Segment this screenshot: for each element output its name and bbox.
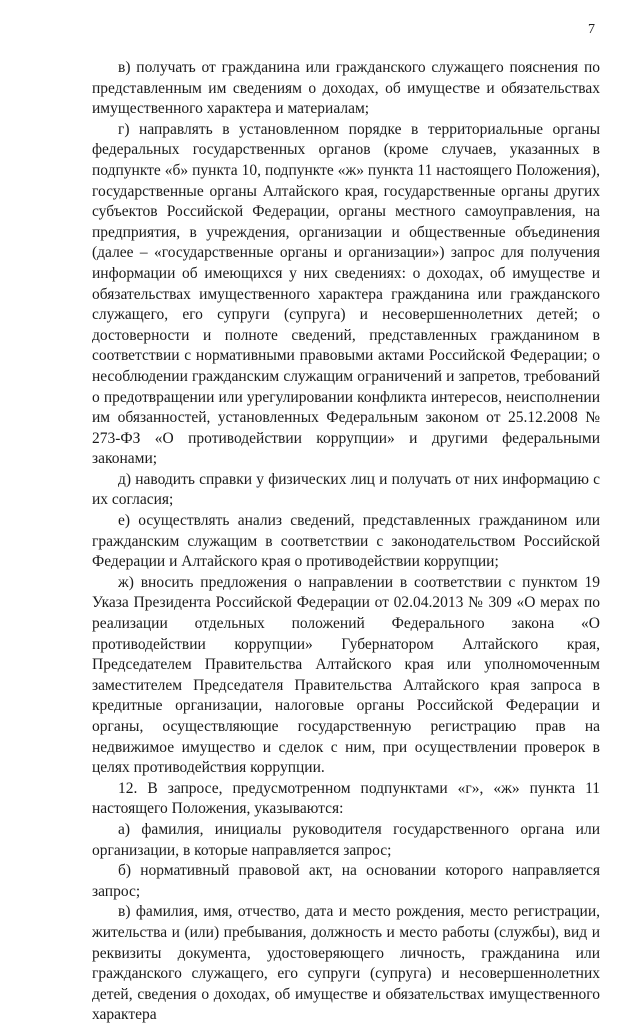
paragraph-v: в) получать от гражданина или гражданского служащего пояснения по представленным им сведениям о доходах, об имуществе и обязательствах имущественного характера и материалам; (92, 59, 600, 118)
paragraph-g: г) направлять в установленном порядке в территориальные органы федеральных государственных органов (кроме случаев, указанных в подпункте «б» пункта 10, подпункте «ж» пункта 11 настоящего Положения), государственные органы Алтайского края, государственные органы других субъектов Российской Федерации, органы местного самоуправления, на предприятия, в учреждения, организации и общественные объединения (далее – «государственные органы и организации») запрос для получения информации об имеющихся у них сведениях: о доходах, об имуществе и обязательствах имущественного характера гражданина или гражданского служащего, его супруги (супруга) и несовершеннолетних детей; о достоверности и полноте сведений, представленных гражданином в соответствии с нормативными правовыми актами Российской Федерации; о несоблюдении гражданским служащим ограничений и запретов, требований о предотвращении или урегулировании конфликта интересов, неисполнении им обязанностей, установленных Федеральным законом от 25.12.2008 № 273-ФЗ «О противодействии коррупции» и другими федеральными законами; (92, 120, 600, 468)
paragraph-12-a: а) фамилия, инициалы руководителя государственного органа или организации, в которые направляется запрос; (92, 820, 600, 859)
paragraph-12-b: б) нормативный правовой акт, на основании которого направляется запрос; (92, 862, 600, 900)
paragraph-e: е) осуществлять анализ сведений, представленных гражданином или гражданским служащим в соответствии с законодательством Российской Федерации и Алтайского края о противодействии коррупции; (92, 512, 600, 571)
paragraph-12-v: в) фамилия, имя, отчество, дата и место рождения, место регистрации, жительства и (или) пребывания, должность и место работы (службы), вид и реквизиты документа, удостоверяющего личность, гражданина или гражданского служащего, его супруги (супруга) и несовершеннолетних детей, сведения о доходах, об имуществе и обязательствах имущественного характера (92, 903, 600, 1024)
page-number: 7 (588, 22, 595, 37)
document-body (92, 58, 600, 1026)
paragraph-zh: ж) вносить предложения о направлении в соответствии с пунктом 19 Указа Президента Российской Федерации от 02.04.2013 № 309 «О мерах по реализации отдельных положений Федерального закона «О противодействии коррупции» Губернатором Алтайского края, Председателем Правительства Алтайского края или уполномоченным заместителем Председателя Правительства Алтайского края запроса в кредитные организации, налоговые органы Российской Федерации и органы, осуществляющие государственную регистрацию прав на недвижимое имущество и сделок с ним, при осуществлении проверок в целях противодействия коррупции. (92, 573, 600, 777)
paragraph-d: д) наводить справки у физических лиц и получать от них информацию с их согласия; (92, 470, 600, 509)
paragraph-12: 12. В запросе, предусмотренном подпунктами «г», «ж» пункта 11 настоящего Положения, указываются: (92, 779, 600, 818)
